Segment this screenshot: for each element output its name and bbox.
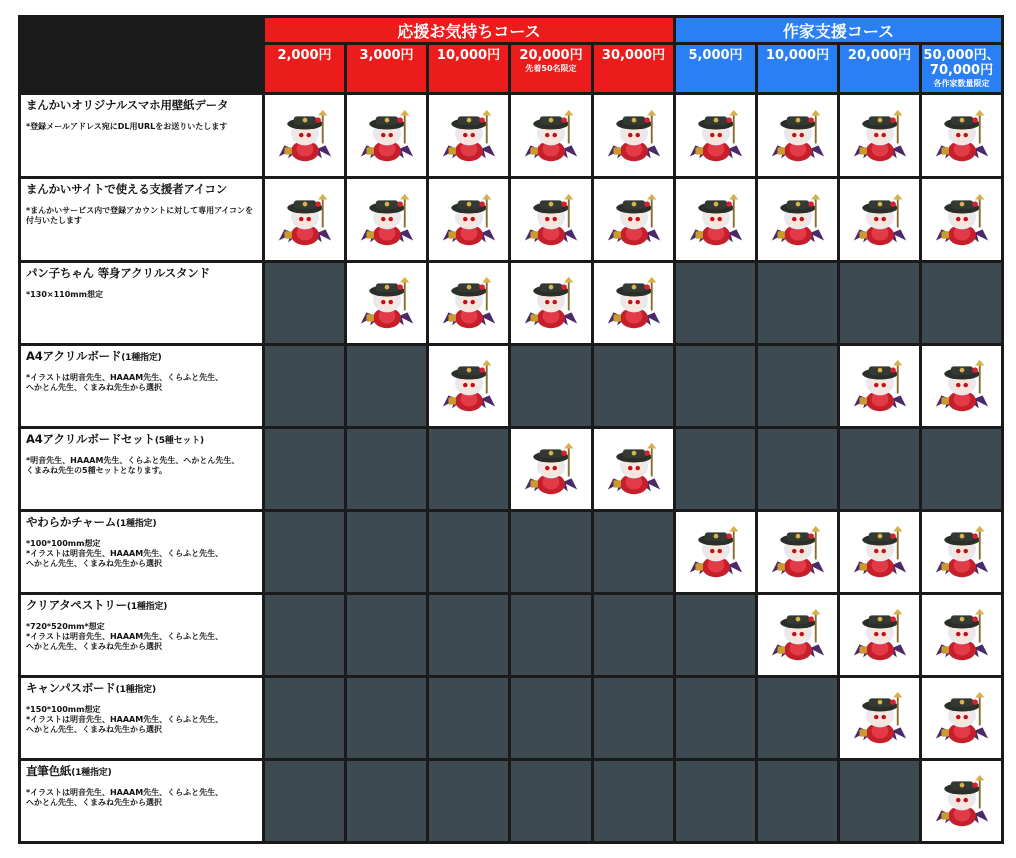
tier-header-4 <box>511 45 591 92</box>
chibi-character-icon <box>523 441 579 497</box>
reward-included-cell <box>347 95 426 176</box>
chibi-character-icon <box>934 358 990 414</box>
reward-note: *イラストは明音先生、HAAAM先生、くらふと先生、 へかとん先生、くまみね先生から選択 <box>26 373 224 392</box>
reward-empty-cell <box>840 761 919 841</box>
chibi-character-icon <box>441 108 497 164</box>
reward-included-cell <box>922 346 1001 426</box>
reward-title <box>26 265 257 281</box>
chibi-character-icon <box>770 524 826 580</box>
chibi-character-icon <box>852 358 908 414</box>
reward-empty-cell <box>594 761 673 841</box>
reward-table <box>18 15 1004 844</box>
reward-empty-cell <box>265 761 344 841</box>
reward-included-cell <box>758 595 837 675</box>
tier-price: 10,000円 <box>436 48 501 63</box>
reward-title-text: A4アクリルボード <box>26 349 122 363</box>
chibi-character-icon <box>523 192 579 248</box>
reward-empty-cell <box>594 512 673 592</box>
reward-empty-cell <box>429 761 508 841</box>
tier-price: 20,000円 <box>847 48 912 63</box>
reward-note: *登録メールアドレス宛にDL用URLをお送りいたします <box>26 122 228 131</box>
reward-empty-cell <box>758 263 837 343</box>
chibi-character-icon <box>359 108 415 164</box>
reward-empty-cell <box>429 512 508 592</box>
chibi-character-icon <box>934 192 990 248</box>
reward-empty-cell <box>511 761 591 841</box>
reward-empty-cell <box>511 512 591 592</box>
reward-empty-cell <box>676 678 755 758</box>
chibi-character-icon <box>688 108 744 164</box>
tier-price: 3,000円 <box>359 48 414 63</box>
tier-note: 各作家数量限定 <box>933 78 990 88</box>
chibi-character-icon <box>852 524 908 580</box>
tier-price: 30,000円 <box>601 48 666 63</box>
reward-included-cell <box>511 95 591 176</box>
reward-included-cell <box>347 179 426 260</box>
reward-empty-cell <box>511 595 591 675</box>
chibi-character-icon <box>852 690 908 746</box>
reward-title <box>26 514 257 530</box>
chibi-character-icon <box>934 690 990 746</box>
reward-title <box>26 97 257 113</box>
tier-header-5 <box>594 45 673 92</box>
reward-included-cell <box>511 429 591 509</box>
reward-empty-cell <box>347 429 426 509</box>
reward-empty-cell <box>758 346 837 426</box>
reward-included-cell <box>922 761 1001 841</box>
tier-price: 20,000円 <box>519 48 583 63</box>
reward-included-cell <box>429 346 508 426</box>
reward-spec: (1種指定) <box>126 602 168 612</box>
reward-title <box>26 597 257 613</box>
chibi-character-icon <box>688 524 744 580</box>
reward-included-cell <box>676 95 755 176</box>
reward-empty-cell <box>265 346 344 426</box>
reward-title <box>26 763 257 779</box>
reward-empty-cell <box>676 429 755 509</box>
chibi-character-icon <box>277 108 333 164</box>
reward-note: *720*520mm*想定 *イラストは明音先生、HAAAM先生、くらふと先生、 へかとん先生、くまみね先生から選択 <box>26 622 224 651</box>
reward-empty-cell <box>840 263 919 343</box>
reward-empty-cell <box>758 678 837 758</box>
reward-label <box>21 263 262 343</box>
chibi-character-icon <box>606 275 662 331</box>
tier-price: 5,000円 <box>688 48 743 63</box>
reward-empty-cell <box>347 678 426 758</box>
chibi-character-icon <box>359 192 415 248</box>
chibi-character-icon <box>770 108 826 164</box>
chibi-character-icon <box>441 275 497 331</box>
chibi-character-icon <box>934 524 990 580</box>
reward-empty-cell <box>676 595 755 675</box>
reward-included-cell <box>840 346 919 426</box>
course-header-creator: 作家支援コース <box>676 18 1001 42</box>
tier-header-1 <box>265 45 344 92</box>
reward-included-cell <box>922 595 1001 675</box>
reward-included-cell <box>840 179 919 260</box>
reward-empty-cell <box>511 346 591 426</box>
reward-label <box>21 95 262 176</box>
reward-title-text: キャンパスボード <box>26 681 116 695</box>
reward-spec: (5種セット) <box>154 436 204 446</box>
reward-included-cell <box>511 179 591 260</box>
reward-included-cell <box>922 512 1001 592</box>
reward-note: *130×110mm想定 <box>26 290 103 299</box>
reward-label <box>21 761 262 841</box>
reward-empty-cell <box>840 429 919 509</box>
reward-included-cell <box>758 95 837 176</box>
reward-empty-cell <box>265 429 344 509</box>
tier-header-2 <box>347 45 426 92</box>
reward-label <box>21 179 262 260</box>
reward-included-cell <box>840 678 919 758</box>
reward-title <box>26 181 257 197</box>
reward-label <box>21 512 262 592</box>
reward-label <box>21 678 262 758</box>
chibi-character-icon <box>852 192 908 248</box>
reward-included-cell <box>347 263 426 343</box>
reward-empty-cell <box>594 346 673 426</box>
tier-price: 2,000円 <box>277 48 332 63</box>
reward-included-cell <box>922 678 1001 758</box>
chibi-character-icon <box>359 275 415 331</box>
reward-included-cell <box>922 95 1001 176</box>
reward-empty-cell <box>676 761 755 841</box>
reward-empty-cell <box>265 263 344 343</box>
reward-included-cell <box>676 512 755 592</box>
reward-title-text: まんかいサイトで使える支援者アイコン <box>26 182 228 196</box>
chibi-character-icon <box>934 108 990 164</box>
tier-header-3 <box>429 45 508 92</box>
tier-header-6 <box>676 45 755 92</box>
reward-included-cell <box>840 95 919 176</box>
reward-included-cell <box>594 179 673 260</box>
chibi-character-icon <box>934 773 990 829</box>
reward-empty-cell <box>429 429 508 509</box>
reward-included-cell <box>594 429 673 509</box>
chibi-character-icon <box>523 275 579 331</box>
reward-title <box>26 680 257 696</box>
reward-included-cell <box>758 179 837 260</box>
reward-included-cell <box>594 95 673 176</box>
tier-price: 10,000円 <box>765 48 830 63</box>
chibi-character-icon <box>852 607 908 663</box>
reward-empty-cell <box>511 678 591 758</box>
chibi-character-icon <box>606 192 662 248</box>
reward-empty-cell <box>347 595 426 675</box>
reward-empty-cell <box>265 512 344 592</box>
reward-title-text: やわらかチャーム <box>26 515 117 529</box>
reward-included-cell <box>676 179 755 260</box>
reward-title-text: クリアタペストリー <box>26 598 127 612</box>
reward-empty-cell <box>758 761 837 841</box>
reward-empty-cell <box>347 761 426 841</box>
reward-included-cell <box>265 179 344 260</box>
reward-label <box>21 346 262 426</box>
reward-title-text: A4アクリルボードセット <box>26 432 155 446</box>
reward-included-cell <box>265 95 344 176</box>
reward-spec: (1種指定) <box>116 519 157 529</box>
reward-empty-cell <box>676 346 755 426</box>
tier-note: 先着50名限定 <box>525 63 577 73</box>
reward-included-cell <box>840 512 919 592</box>
reward-included-cell <box>511 263 591 343</box>
reward-label <box>21 429 262 509</box>
reward-empty-cell <box>429 678 508 758</box>
reward-empty-cell <box>265 678 344 758</box>
reward-note: *イラストは明音先生、HAAAM先生、くらふと先生、 へかとん先生、くまみね先生から選択 <box>26 788 224 807</box>
reward-note: *まんかいサービス内で登録アカウントに対して専用アイコンを付与いたします <box>26 206 254 225</box>
reward-empty-cell <box>922 263 1001 343</box>
reward-empty-cell <box>922 429 1001 509</box>
reward-empty-cell <box>347 512 426 592</box>
reward-empty-cell <box>594 595 673 675</box>
chibi-character-icon <box>852 108 908 164</box>
reward-spec: (1種指定) <box>121 353 162 363</box>
reward-spec: (1種指定) <box>71 768 112 778</box>
chibi-character-icon <box>277 192 333 248</box>
reward-empty-cell <box>594 678 673 758</box>
reward-included-cell <box>594 263 673 343</box>
reward-included-cell <box>758 512 837 592</box>
reward-note: *100*100mm想定 *イラストは明音先生、HAAAM先生、くらふと先生、 へかとん先生、くまみね先生から選択 <box>26 539 224 568</box>
reward-included-cell <box>429 95 508 176</box>
reward-empty-cell <box>265 595 344 675</box>
tier-header-8 <box>840 45 919 92</box>
reward-included-cell <box>922 179 1001 260</box>
course-header-support: 応援お気持ちコース <box>265 18 673 42</box>
tier-price: 50,000円、 70,000円 <box>923 48 1000 78</box>
reward-title-text: パン子ちゃん 等身アクリルスタンド <box>26 266 210 280</box>
chibi-character-icon <box>770 607 826 663</box>
chibi-character-icon <box>441 192 497 248</box>
reward-note: *150*100mm想定 *イラストは明音先生、HAAAM先生、くらふと先生、 へかとん先生、くまみね先生から選択 <box>26 705 224 734</box>
chibi-character-icon <box>441 358 497 414</box>
reward-empty-cell <box>347 346 426 426</box>
reward-spec: (1種指定) <box>115 685 156 695</box>
chibi-character-icon <box>688 192 744 248</box>
reward-empty-cell <box>429 595 508 675</box>
reward-included-cell <box>429 263 508 343</box>
reward-title <box>26 348 257 364</box>
chibi-character-icon <box>523 108 579 164</box>
chibi-character-icon <box>934 607 990 663</box>
reward-title-text: 直筆色紙 <box>26 764 72 778</box>
reward-empty-cell <box>758 429 837 509</box>
chibi-character-icon <box>770 192 826 248</box>
reward-label <box>21 595 262 675</box>
reward-title <box>26 431 257 447</box>
chibi-character-icon <box>606 108 662 164</box>
reward-empty-cell <box>676 263 755 343</box>
reward-title-text: まんかいオリジナルスマホ用壁紙データ <box>26 98 229 112</box>
tier-header-7 <box>758 45 837 92</box>
tier-header-9 <box>922 45 1001 92</box>
reward-note: *明音先生、HAAAM先生、くらふと先生、へかとん先生、 くまみね先生の5種セットとなります。 <box>26 456 240 475</box>
chibi-character-icon <box>606 441 662 497</box>
reward-included-cell <box>429 179 508 260</box>
reward-included-cell <box>840 595 919 675</box>
